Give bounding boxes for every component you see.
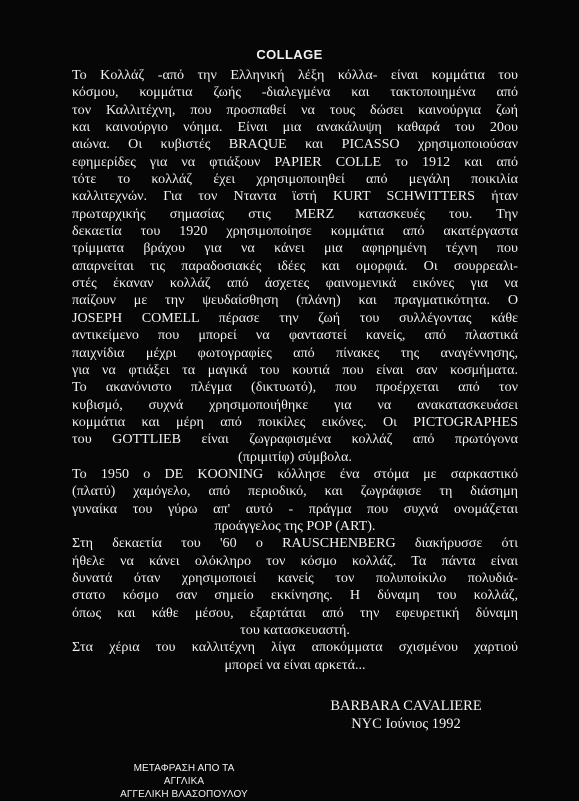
translation-credit <box>114 762 254 801</box>
body-line: και καινούργιο νόημα. Είναι μια ανακάλυψη καθαρά του 20ου <box>72 119 518 136</box>
body-line: (πριμιτίφ) σύμβολα. <box>238 448 352 465</box>
body-line: παίζουν με την ψευδαίσθηση (πλάνη) και πραγματικότητα. Ο <box>72 292 518 309</box>
body-line: παιχνίδια μέχρι φωτογραφίες από πίνακες της αναγέννησης, <box>72 344 518 361</box>
body-line: Στα χέρια του καλλιτέχνη λίγα αποκόμματα σχισμένου χαρτιού <box>72 639 518 656</box>
body-line: όπως και κάθε μέσου, εξαρτάται από την εφευρετική δύναμη <box>72 604 518 621</box>
body-line: καλλιτεχνών. Για τον Νταντα ϊστή KURT SCHWITTERS ήταν <box>72 188 518 205</box>
body-line: πρωταρχικής σημασίας στις MERZ κατασκευές του. Την <box>72 205 518 222</box>
body-line: Το Κολλάζ -από την Ελληνική λέξη κόλλα- είναι κομμάτια του <box>72 67 518 83</box>
author-name: BARBARA CAVALIERE <box>330 698 482 714</box>
body-line: μπορεί να είναι αρκετά... <box>224 656 366 673</box>
body-line: δεκαετία του 1920 χρησιμοποίησε κομμάτια από ακατέργαστα <box>72 223 518 240</box>
body-line: απαρνείται τις παραδοσιακές ιδέες και ομορφιά. Οι σουρρεαλι- <box>72 257 518 274</box>
body-line: JOSEPH COMELL πέρασε την ζωή του συλλέγοντας κάθε <box>72 309 518 326</box>
body-line: Το ακανόνιστο πλέγμα (δικτυωτό), που προέρχεται από τον <box>72 379 518 396</box>
body-line: αντικείμενο που μπορεί να φανταστεί κανείς, από πλαστικά <box>72 327 518 344</box>
article-body <box>72 67 518 674</box>
body-line: γυναίκα του γύρω απ' αυτό - πράγμα που συχνά ονομάζεται <box>72 500 518 517</box>
translation-line-1: ΜΕΤΑΦΡΑΣΗ ΑΠΟ ΤΑ ΑΓΓΛΙΚΑ <box>133 763 235 787</box>
body-line: του κατασκευαστή. <box>240 622 350 638</box>
body-line: κομμάτια και μέρη από ποικίλες εικόνες. Οι PICTOGRAPHES <box>72 413 518 430</box>
body-line: Στη δεκαετία του '60 ο RAUSCHENBERG διακήρυσσε ότι <box>72 535 518 552</box>
signature-block <box>296 698 516 733</box>
page-title: COLLAGE <box>256 47 323 62</box>
body-line: (πλατύ) χαμόγελο, από περιοδικό, και ζωγράφισε τη διάσημη <box>72 483 518 500</box>
place-date: NYC Ιούνιος 1992 <box>351 715 461 732</box>
body-line: Το 1950 ο DE KOONING κόλλησε ένα στόμα με σαρκαστικό <box>72 465 518 482</box>
body-line: κυβισμό, συχνά χρησιμοποιήθηκε για να ανακατασκευάσει <box>72 396 518 413</box>
body-line: δυνατά όταν χρησιμοποιεί κανείς τον πολυποίκιλο πολυδιά- <box>72 569 518 586</box>
translation-line-2: ΑΓΓΕΛΙΚΗ ΒΛΑΣΟΠΟΥΛΟΥ <box>120 789 248 800</box>
body-line: ήθελε να κάνει ολόκληρο τον κόσμο κολλάζ. Τα πάντα είναι <box>72 552 518 569</box>
body-line: για να φτιάξει τα μαγικά του κουτιά που είναι σαν κοσμήματα. <box>72 361 518 378</box>
body-line: τον Καλλιτέχνη, που προσπαθεί να τους δώσει καινούργια ζωή <box>72 101 518 118</box>
body-line: στατο κόσμο σαν σημείο εκκίνησης. Η δύναμη του κολλάζ, <box>72 587 518 604</box>
body-line: αιώνα. Οι κυβιστές BRAQUE και PICASSO χρησιμοποιούσαν <box>72 136 518 153</box>
body-line: κόσμου, κομμάτια ζωής -διαλεγμένα και τακτοποιημένα από <box>72 84 518 101</box>
body-line: προάγγελος της POP (ART). <box>214 517 376 534</box>
body-line: εφημερίδες για να φτιάξουν PAPIER COLLE το 1912 και από <box>72 153 518 170</box>
body-line: τρίμματα βράχου για να κάνει μια αφηρημένη τέχνη που <box>72 240 518 257</box>
body-line: στές έκαναν κολλάζ από άσχετες φαινομενικά εικόνες για να <box>72 275 518 292</box>
body-line: του GOTTLIEB είναι ζωγραφισμένα κολλάζ από πρωτόγονα <box>72 431 518 448</box>
body-line: τότε το κολλάζ έχει χρησιμοποιηθεί από μεγάλη ποικιλία <box>72 171 518 188</box>
